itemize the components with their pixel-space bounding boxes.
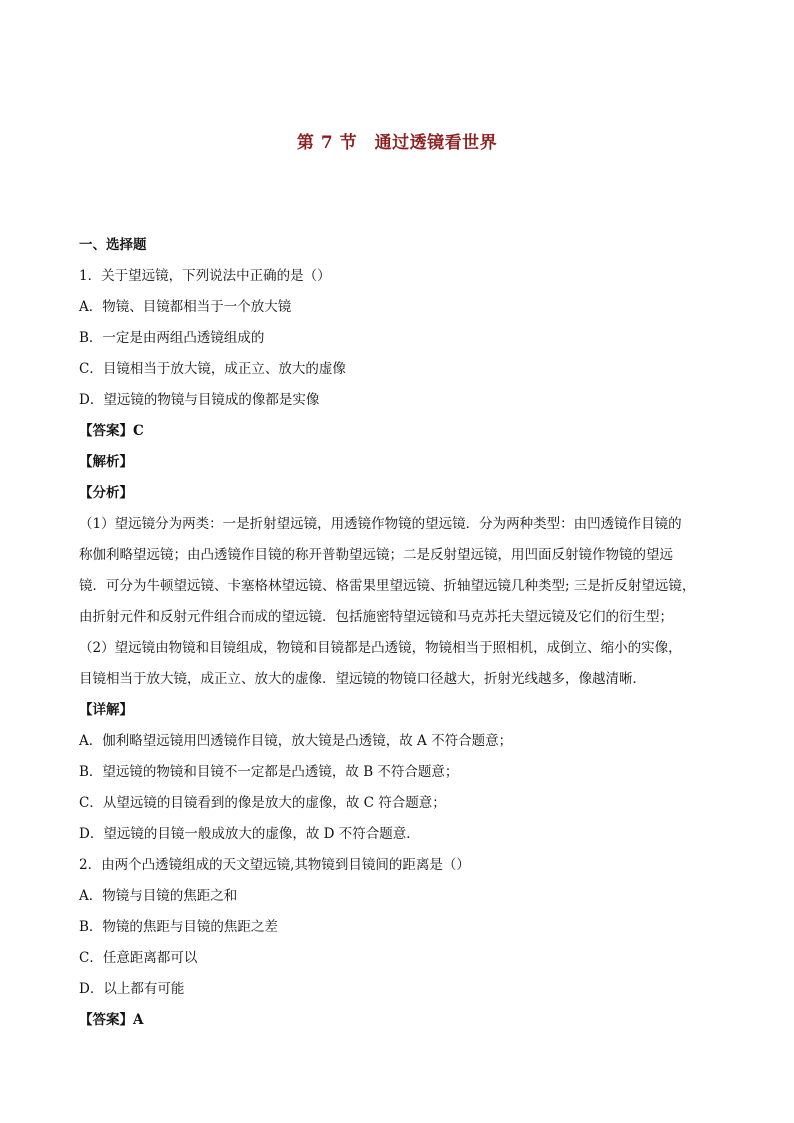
- fenxi-paragraph-1-line: 镜．可分为牛顿望远镜、卡塞格林望远镜、格雷果里望远镜、折轴望远镜几种类型; 三是折反射望远镜，: [79, 578, 696, 594]
- question-1-stem: 1．关于望远镜，下列说法中正确的是（）: [79, 268, 331, 284]
- question-1-analysis-label: 【解析】: [79, 454, 133, 470]
- page-title: 第 7 节 通过透镜看世界: [296, 133, 498, 153]
- question-2-option-d: D．以上都有可能: [79, 981, 185, 997]
- question-1-detail-label: 【详解】: [79, 702, 133, 718]
- fenxi-paragraph-1-line: （1）望远镜分为两类：一是折射望远镜，用透镜作物镜的望远镜．分为两种类型：由凹透镜作目镜的: [79, 516, 682, 532]
- question-1-option-c: C．目镜相当于放大镜，成正立、放大的虚像: [79, 361, 346, 377]
- detail-line: D．望远镜的目镜一般成放大的虚像，故 D 不符合题意．: [79, 826, 420, 842]
- question-1-fenxi-label: 【分析】: [79, 485, 133, 501]
- question-2-answer: 【答案】A: [79, 1012, 144, 1028]
- fenxi-paragraph-2-line: 目镜相当于放大镜，成正立、放大的虚像．望远镜的物镜口径越大，折射光线越多，像越清晰．: [79, 671, 646, 687]
- fenxi-paragraph-1-line: 称伽利略望远镜；由凸透镜作目镜的称开普勒望远镜；二是反射望远镜，用凹面反射镜作物镜的望远: [79, 547, 673, 563]
- fenxi-paragraph-2-line: （2）望远镜由物镜和目镜组成，物镜和目镜都是凸透镜，物镜相当于照相机，成倒立、缩小的实像，: [79, 640, 682, 656]
- question-1-answer: 【答案】C: [79, 423, 144, 439]
- question-2-option-b: B．物镜的焦距与目镜的焦距之差: [79, 919, 278, 935]
- question-2-option-c: C．任意距离都可以: [79, 950, 198, 966]
- question-1-option-b: B．一定是由两组凸透镜组成的: [79, 330, 265, 346]
- fenxi-paragraph-1-line: 由折射元件和反射元件组合而成的望远镜．包括施密特望远镜和马克苏托夫望远镜及它们的衍生型；: [79, 609, 673, 625]
- section-heading: 一、选择题: [79, 237, 147, 253]
- question-1-option-d: D．望远镜的物镜与目镜成的像都是实像: [79, 392, 320, 408]
- question-2-option-a: A．物镜与目镜的焦距之和: [79, 888, 238, 904]
- detail-line: B．望远镜的物镜和目镜不一定都是凸透镜，故 B 不符合题意；: [79, 764, 459, 780]
- question-1-option-a: A．物镜、目镜都相当于一个放大镜: [79, 299, 292, 315]
- document-body: [79, 230, 719, 1036]
- detail-line: A．伽利略望远镜用凹透镜作目镜，放大镜是凸透镜，故 A 不符合题意；: [79, 733, 513, 749]
- detail-line: C．从望远镜的目镜看到的像是放大的虚像，故 C 符合题意；: [79, 795, 446, 811]
- question-2-stem: 2．由两个凸透镜组成的天文望远镜,其物镜到目镜间的距离是（）: [79, 857, 470, 873]
